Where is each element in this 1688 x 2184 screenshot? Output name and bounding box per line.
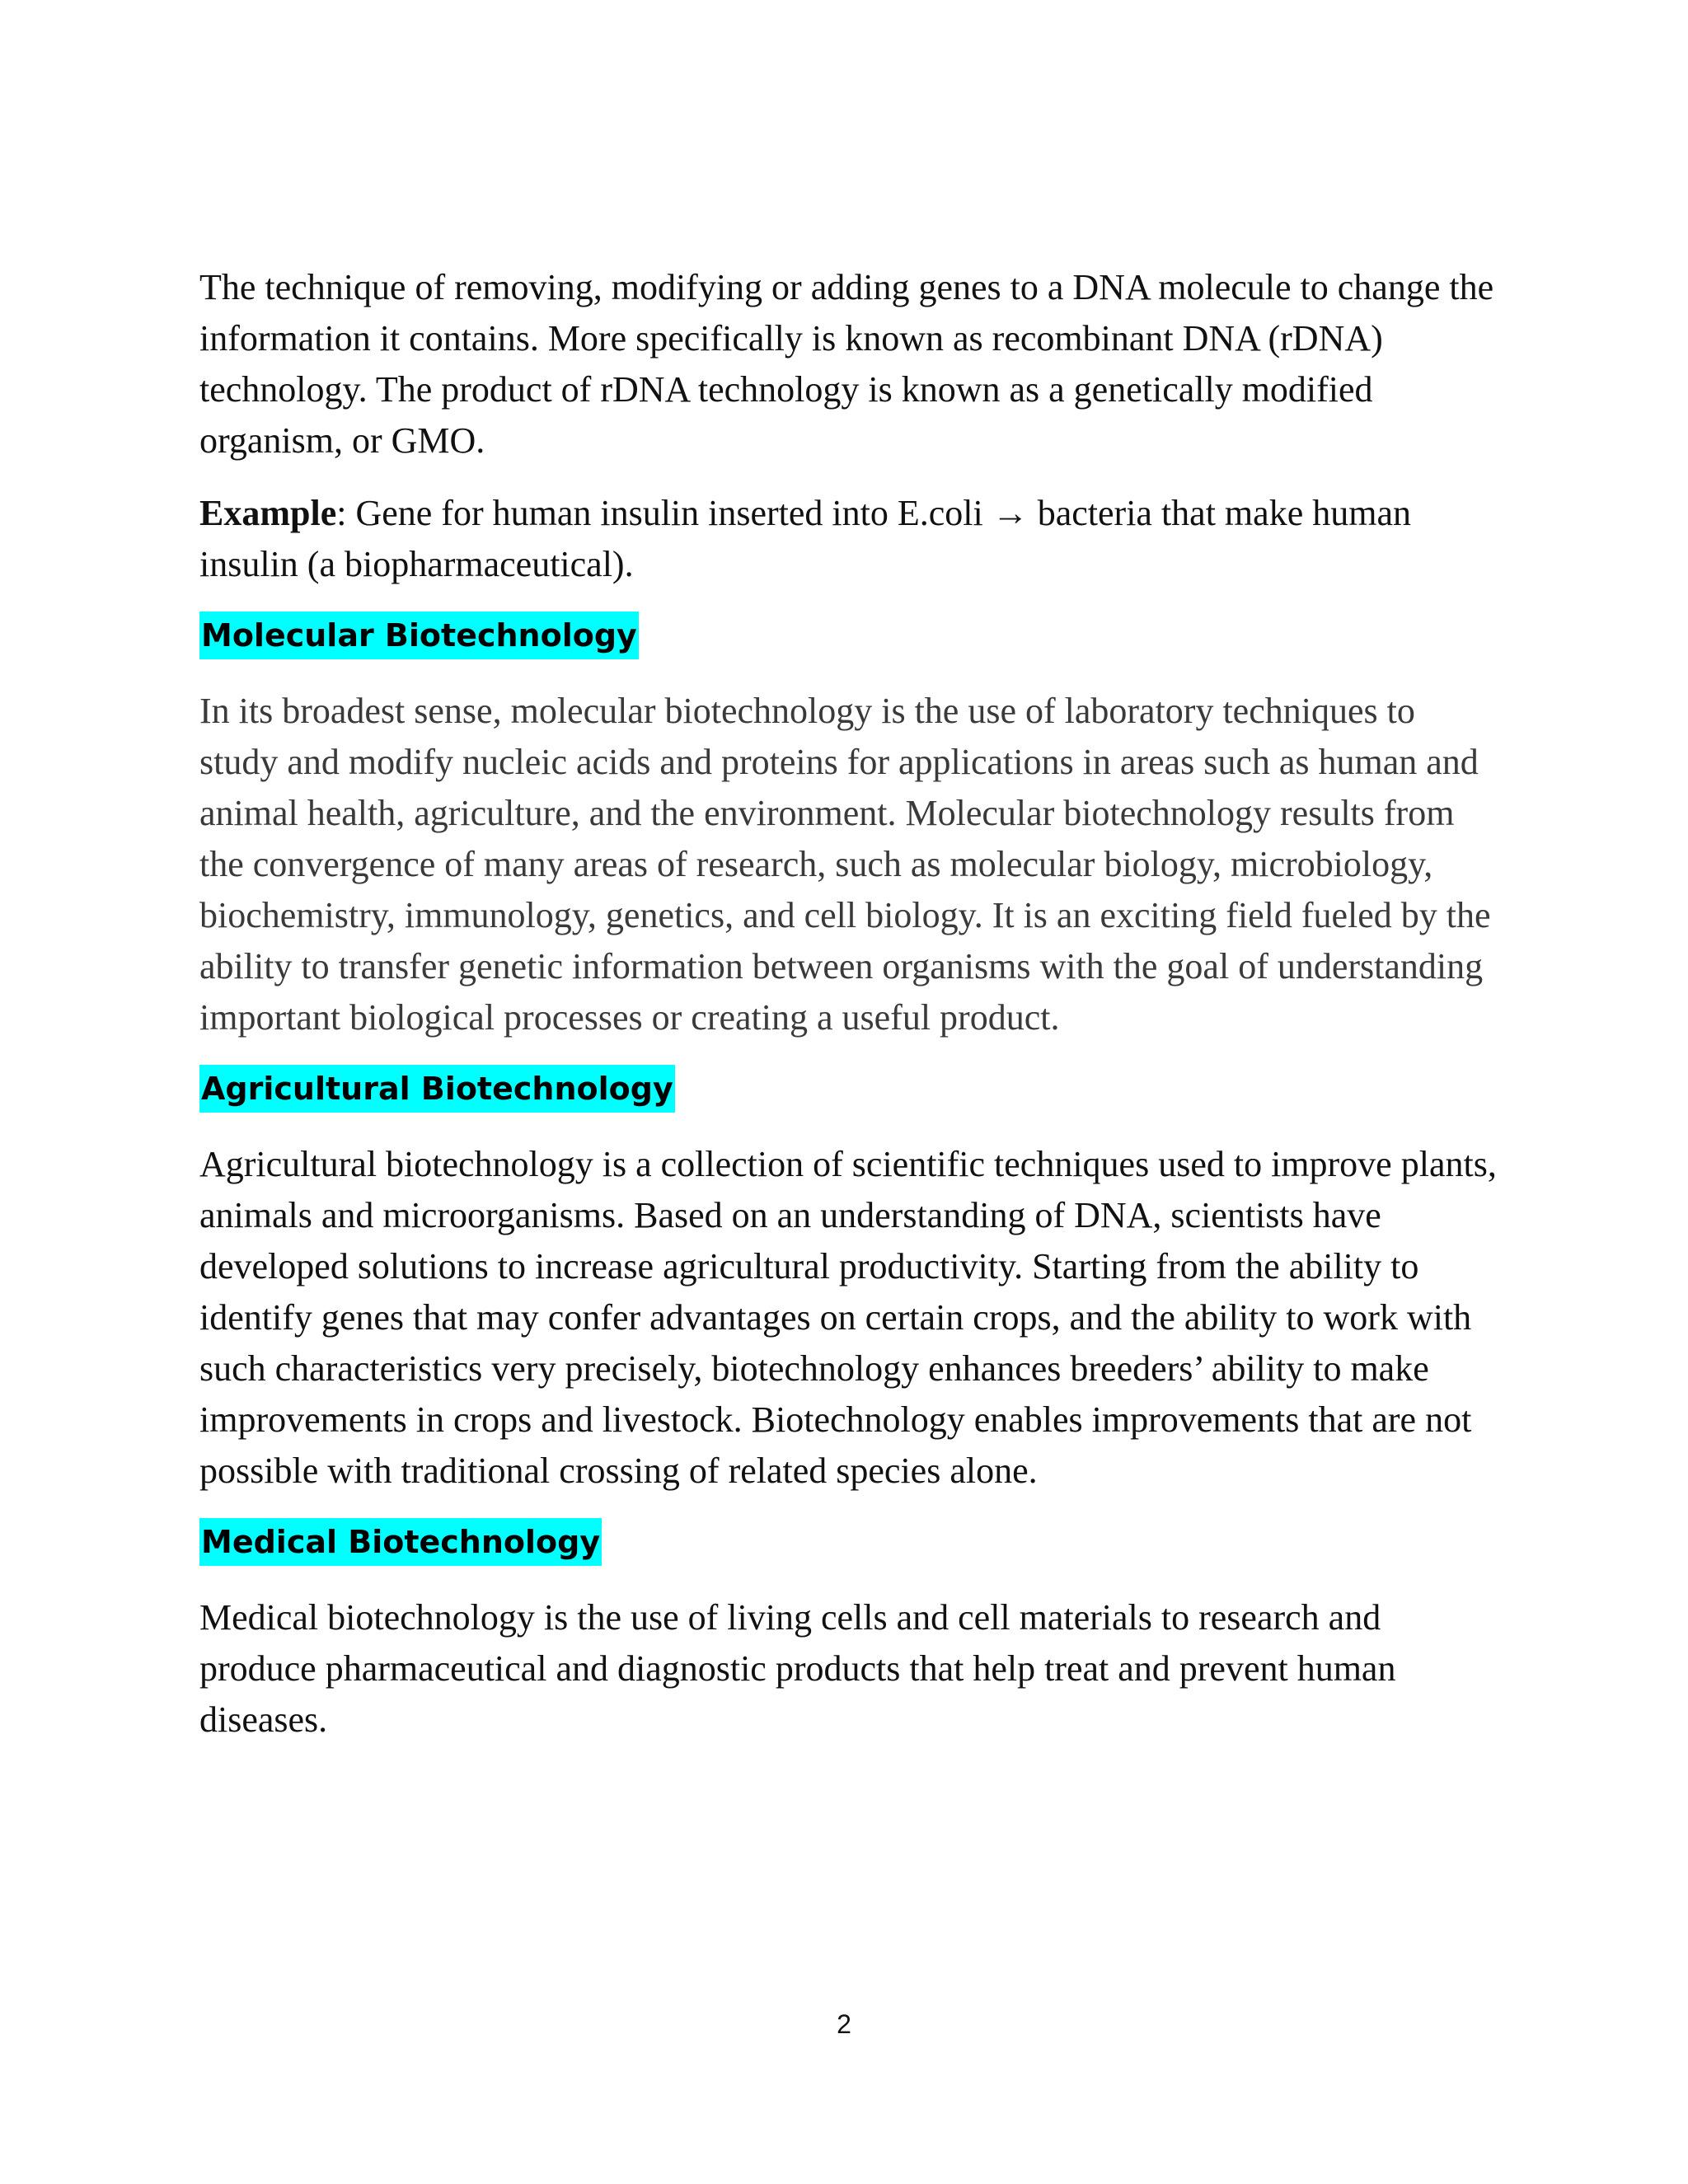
- heading-medical-biotechnology: Medical Biotechnology: [199, 1518, 602, 1566]
- intro-paragraph: The technique of removing, modifying or adding genes to a DNA molecule to change the information it contains. More specifically is known as recombinant DNA (rDNA) technology. The product of rDNA technology is known as a genetically modified organism, or GMO.: [199, 267, 1494, 461]
- section-heading-medical: [199, 1518, 1502, 1568]
- section-heading-agricultural: [199, 1065, 1502, 1114]
- agricultural-biotechnology-paragraph: Agricultural biotechnology is a collection of scientific techniques used to improve plants, animals and microorganisms. Based on an understanding of DNA, scientists have developed solutions to increase agricultural productivity. Starting from the ability to identify genes that may confer advantages on certain crops, and the ability to work with such characteristics very precisely, biotechnology enhances breeders’ ability to make improvements in crops and livestock. Biotechnology enables improvements that are not possible with traditional crossing of related species alone.: [199, 1144, 1497, 1491]
- section-heading-molecular: [199, 612, 1502, 661]
- heading-molecular-biotechnology: Molecular Biotechnology: [199, 612, 639, 659]
- molecular-biotechnology-paragraph: In its broadest sense, molecular biotechnology is the use of laboratory techniques to study and modify nucleic acids and proteins for applications in areas such as human and animal health, agriculture, and the environment. Molecular biotechnology results from the convergence of many areas of research, such as molecular biology, microbiology, biochemistry, immunology, genetics, and cell biology. It is an exciting field fueled by the ability to transfer genetic information between organisms with the goal of understanding important biological processes or creating a useful product.: [199, 691, 1491, 1038]
- example-text: : Gene for human insulin inserted into E.coli → bacteria that make human insulin (a biopharmaceutical).: [199, 493, 1411, 584]
- heading-agricultural-biotechnology: Agricultural Biotechnology: [199, 1065, 675, 1113]
- page-content: [199, 262, 1502, 1767]
- example-label: Example: [199, 493, 337, 533]
- page-number: 2: [837, 2009, 851, 2039]
- example-paragraph: [199, 488, 1502, 590]
- medical-biotechnology-paragraph: Medical biotechnology is the use of living cells and cell materials to research and produce pharmaceutical and diagnostic products that help treat and prevent human diseases.: [199, 1597, 1396, 1740]
